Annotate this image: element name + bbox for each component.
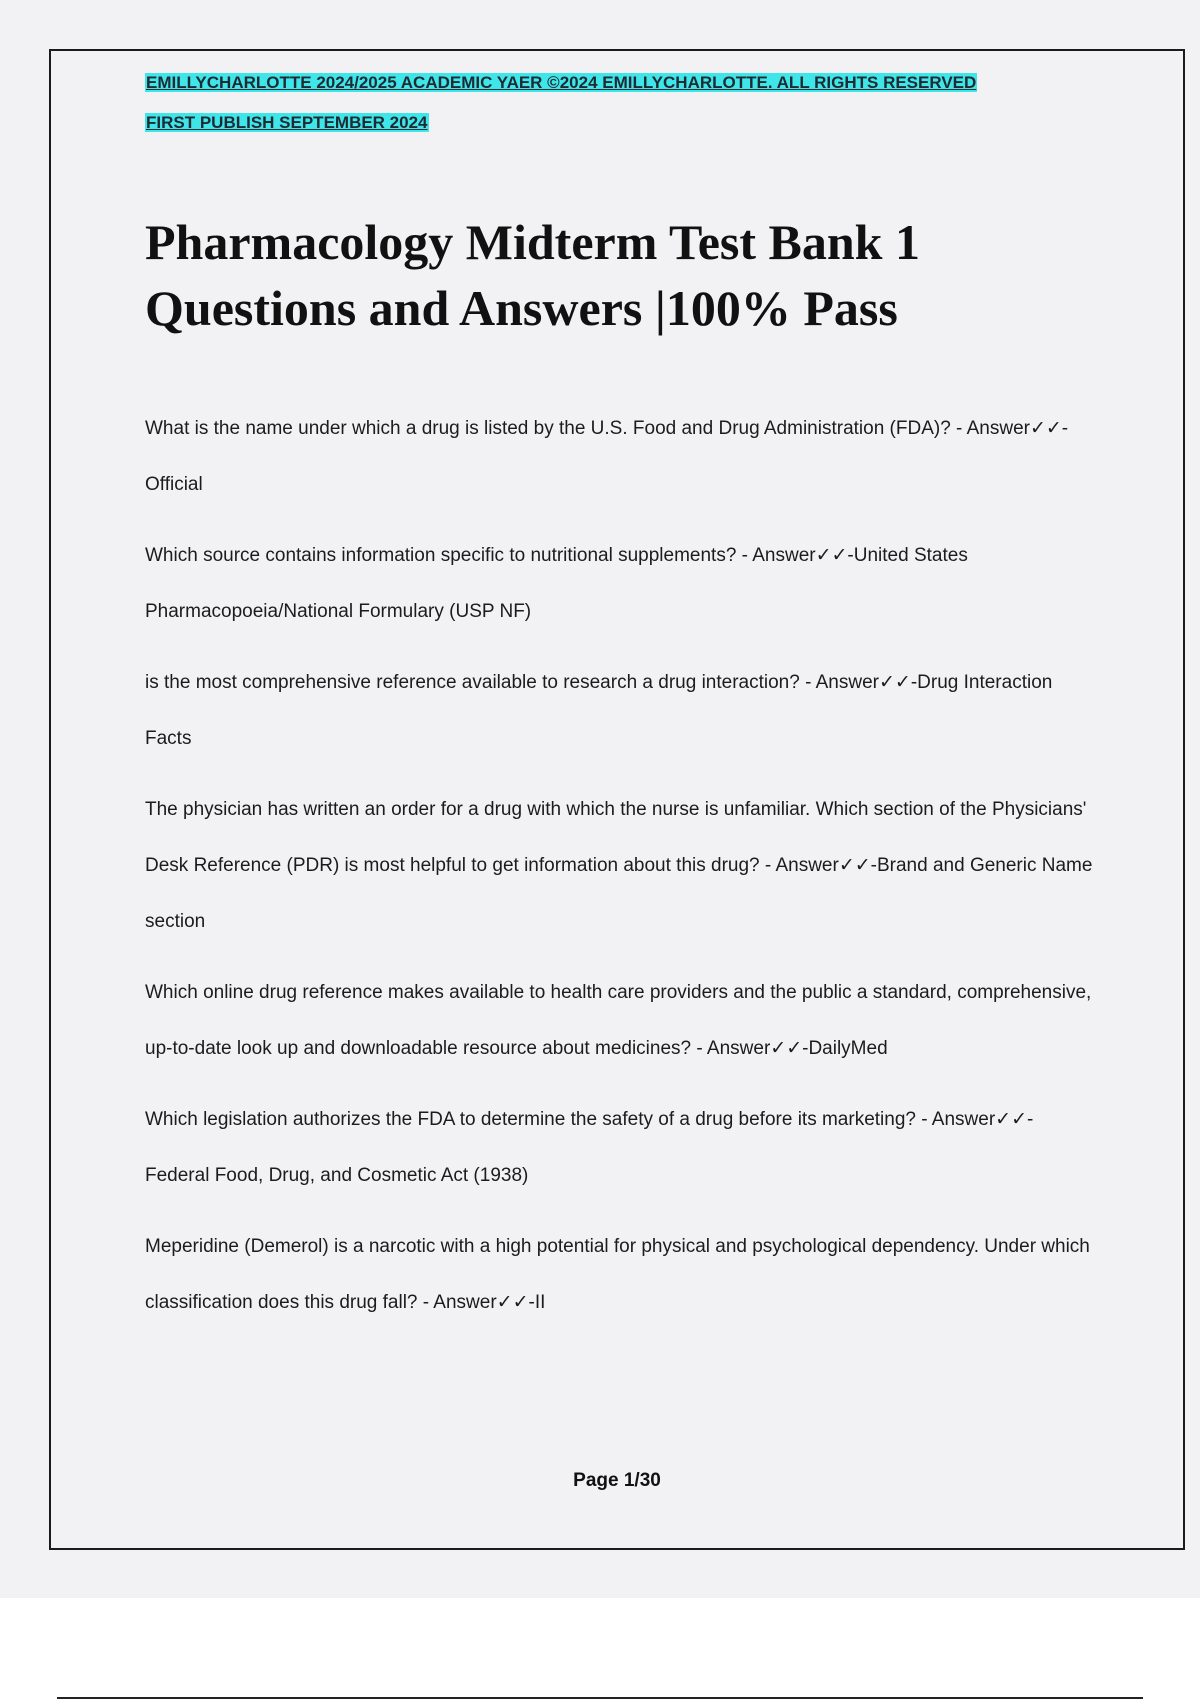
question-answer-list bbox=[145, 401, 1095, 1331]
next-page-top-rule bbox=[57, 1697, 1143, 1699]
qa-item: Which legislation authorizes the FDA to determine the safety of a drug before its marketing? - Answer✓✓-Federal Food, Drug, and Cosmetic Act (1938) bbox=[145, 1109, 1034, 1186]
page-content bbox=[145, 72, 1095, 1346]
qa-item: Which online drug reference makes available to health care providers and the public a standard, comprehensive, up-to-date look up and downloadable resource about medicines? - Answer✓✓-DailyMed bbox=[145, 982, 1092, 1059]
qa-item: is the most comprehensive reference available to research a drug interaction? - Answer✓✓-Drug Interaction Facts bbox=[145, 672, 1053, 749]
publish-date-text: FIRST PUBLISH SEPTEMBER 2024 bbox=[146, 113, 428, 132]
copyright-text: EMILLYCHARLOTTE 2024/2025 ACADEMIC YAER ©2024 EMILLYCHARLOTTE. ALL RIGHTS RESERVED bbox=[146, 73, 977, 92]
title-line-2: Questions and Answers |100% Pass bbox=[145, 280, 898, 336]
qa-item: Meperidine (Demerol) is a narcotic with a high potential for physical and psychological dependency. Under which classification does this drug fall? - Answer✓✓-II bbox=[145, 1236, 1090, 1313]
title-line-1: Pharmacology Midterm Test Bank 1 bbox=[145, 214, 920, 270]
copyright-header bbox=[145, 72, 1095, 94]
document-title bbox=[145, 209, 1095, 341]
qa-item: Which source contains information specific to nutritional supplements? - Answer✓✓-United States Pharmacopoeia/National Formulary (USP NF) bbox=[145, 545, 968, 622]
qa-item: The physician has written an order for a drug with which the nurse is unfamiliar. Which section of the Physicians' Desk Reference (PDR) is most helpful to get information about this drug? - Answer✓✓-Brand and Generic Name section bbox=[145, 799, 1093, 932]
publish-header bbox=[145, 112, 1095, 134]
page-number: Page 1/30 bbox=[573, 1470, 661, 1491]
qa-item: What is the name under which a drug is listed by the U.S. Food and Drug Administration (FDA)? - Answer✓✓-Official bbox=[145, 418, 1069, 495]
